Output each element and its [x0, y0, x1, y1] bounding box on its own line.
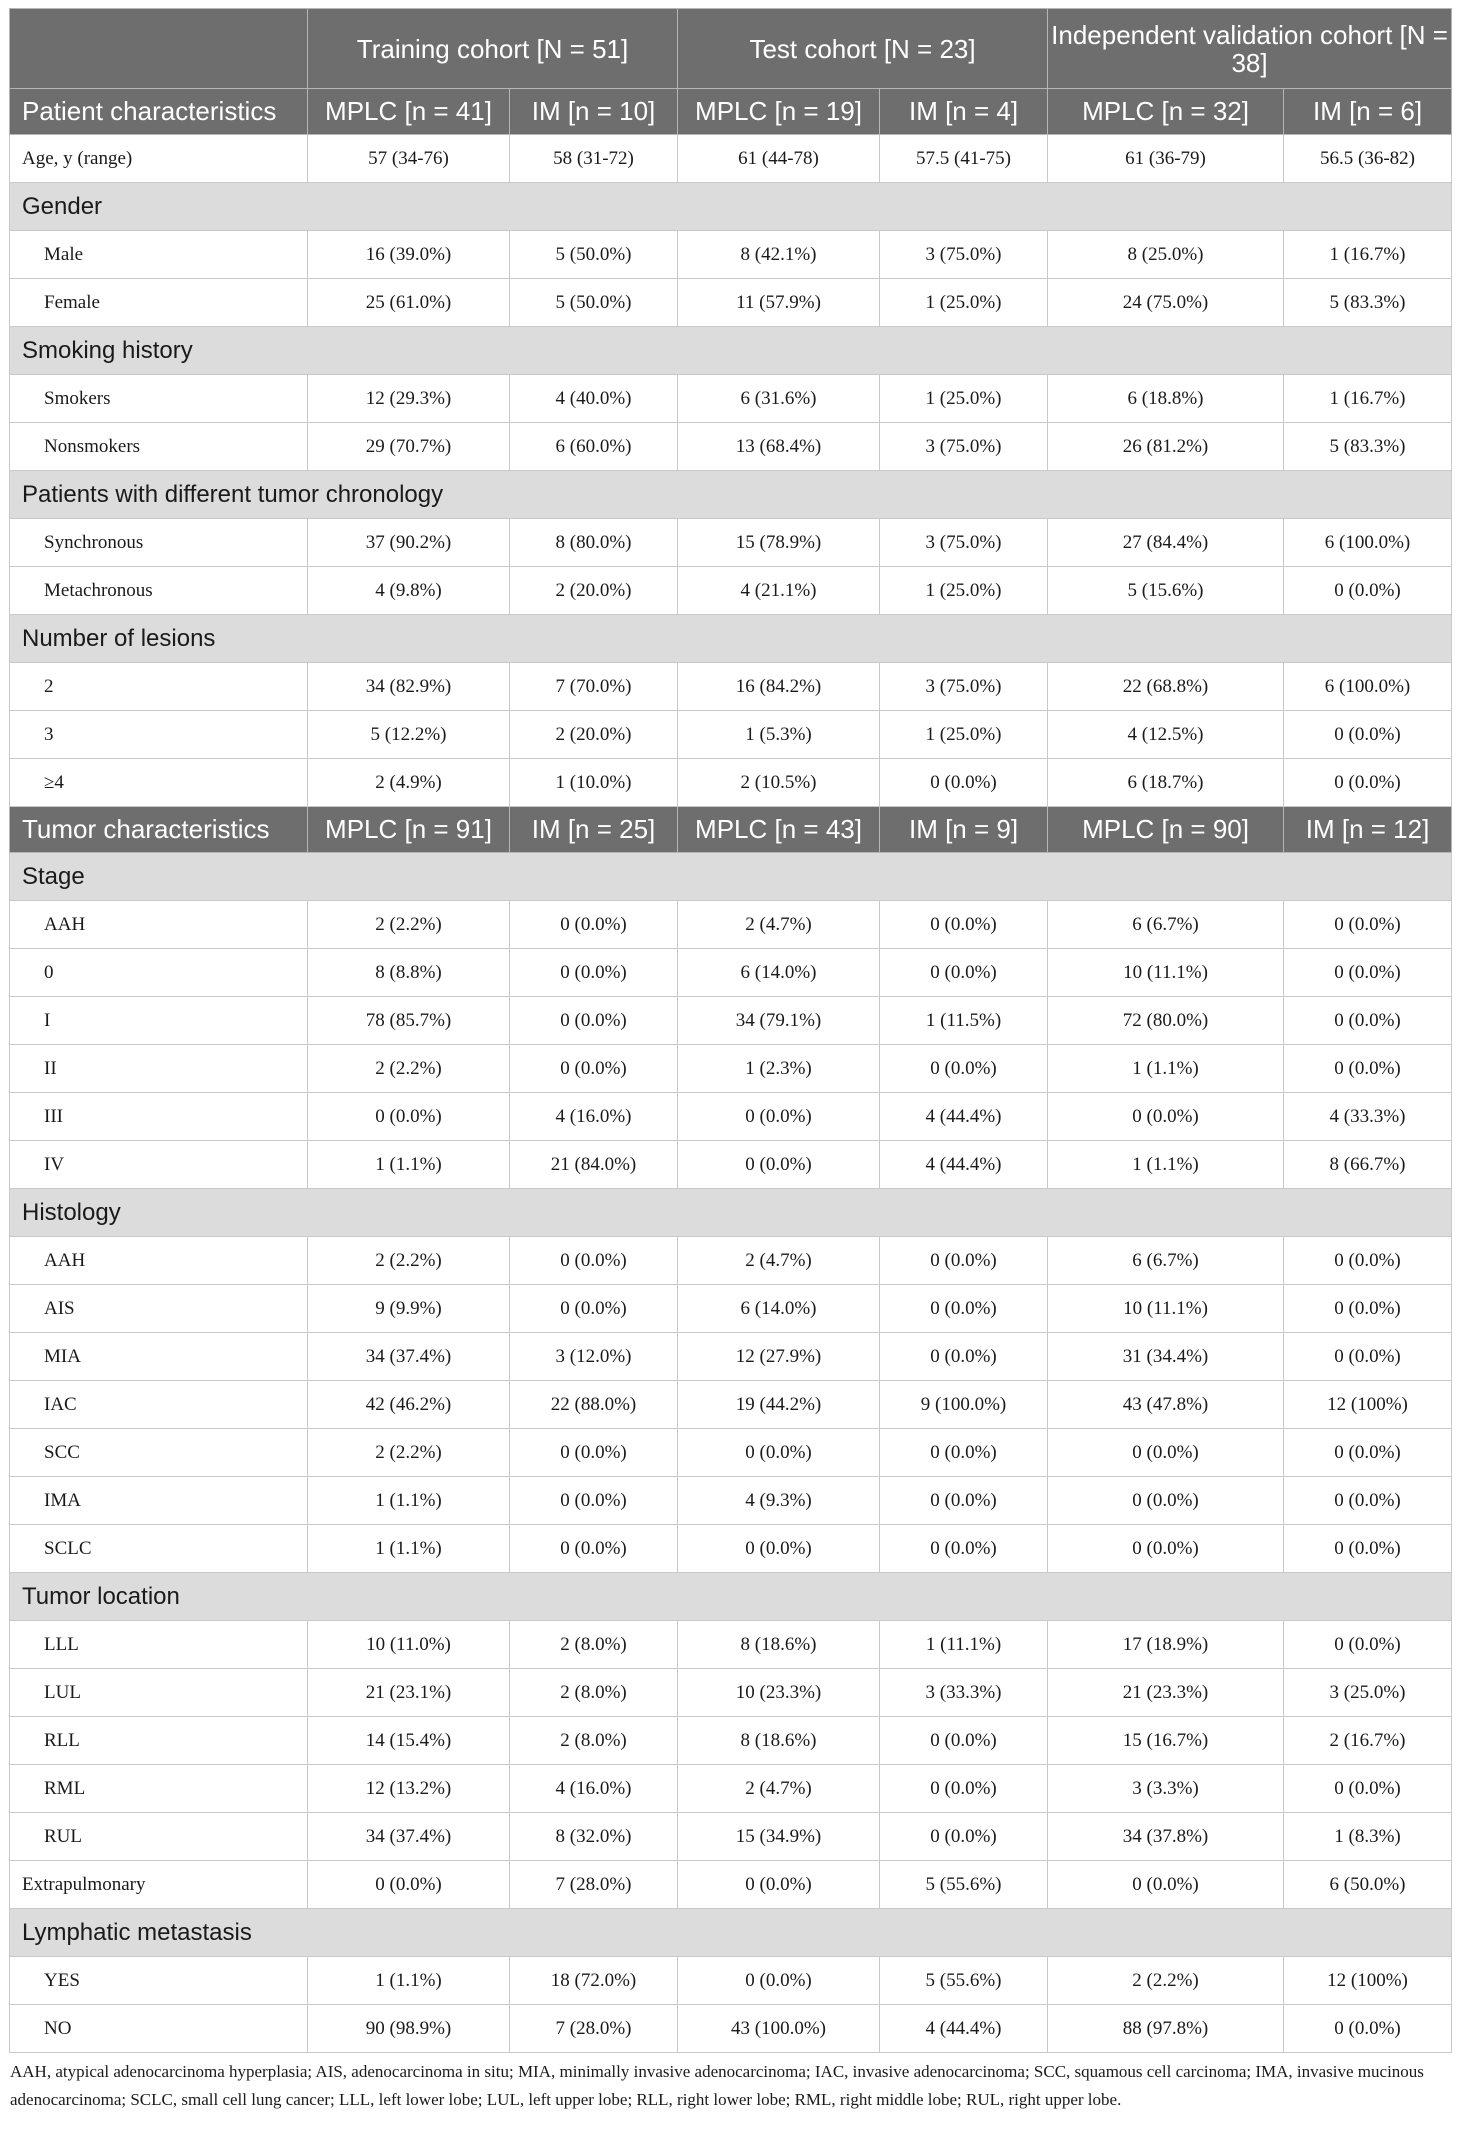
table-cell: 0 (0.0%) — [510, 1477, 678, 1525]
table-cell: 0 (0.0%) — [510, 1429, 678, 1477]
table-cell: 8 (18.6%) — [678, 1717, 880, 1765]
table-row — [10, 1765, 1452, 1813]
table-cell: 0 (0.0%) — [880, 759, 1048, 807]
table-cell: 2 (4.7%) — [678, 901, 880, 949]
column-header: IM [n = 6] — [1284, 89, 1452, 135]
table-cell: 5 (55.6%) — [880, 1957, 1048, 2005]
table-row — [10, 1477, 1452, 1525]
table-cell: 0 (0.0%) — [880, 1477, 1048, 1525]
table-cell: 43 (47.8%) — [1048, 1381, 1284, 1429]
table-cell: 3 (75.0%) — [880, 231, 1048, 279]
column-header: IM [n = 25] — [510, 807, 678, 853]
table-cell: 0 (0.0%) — [1048, 1861, 1284, 1909]
table-cell: 10 (11.1%) — [1048, 1285, 1284, 1333]
table-cell: 0 (0.0%) — [510, 1525, 678, 1573]
table-cell: 0 (0.0%) — [1284, 949, 1452, 997]
row-label: LUL — [10, 1669, 308, 1717]
column-header: MPLC [n = 19] — [678, 89, 880, 135]
table-cell: 8 (8.8%) — [308, 949, 510, 997]
table-cell: 2 (8.0%) — [510, 1717, 678, 1765]
table-row — [10, 711, 1452, 759]
table-cell: 9 (9.9%) — [308, 1285, 510, 1333]
row-label: Metachronous — [10, 567, 308, 615]
row-label: NO — [10, 2005, 308, 2053]
table-cell: 1 (1.1%) — [1048, 1045, 1284, 1093]
table-row — [10, 1237, 1452, 1285]
table-cell: 21 (23.1%) — [308, 1669, 510, 1717]
table-row — [10, 1957, 1452, 2005]
table-cell: 11 (57.9%) — [678, 279, 880, 327]
table-row — [10, 423, 1452, 471]
table-row — [10, 1621, 1452, 1669]
table-cell: 0 (0.0%) — [510, 1285, 678, 1333]
table-row — [10, 1717, 1452, 1765]
row-label: RML — [10, 1765, 308, 1813]
table-cell: 0 (0.0%) — [880, 1525, 1048, 1573]
table-cell: 7 (70.0%) — [510, 663, 678, 711]
column-header: MPLC [n = 43] — [678, 807, 880, 853]
table-cell: 0 (0.0%) — [1048, 1525, 1284, 1573]
table-cell: 1 (25.0%) — [880, 711, 1048, 759]
table-cell: 10 (23.3%) — [678, 1669, 880, 1717]
row-label: IMA — [10, 1477, 308, 1525]
table-cell: 3 (33.3%) — [880, 1669, 1048, 1717]
table-cell: 3 (75.0%) — [880, 663, 1048, 711]
table-cell: 3 (75.0%) — [880, 519, 1048, 567]
section-header-row — [10, 615, 1452, 663]
table-cell: 17 (18.9%) — [1048, 1621, 1284, 1669]
row-label: 2 — [10, 663, 308, 711]
section-header-row — [10, 1189, 1452, 1237]
table-cell: 6 (100.0%) — [1284, 663, 1452, 711]
table-cell: 34 (79.1%) — [678, 997, 880, 1045]
table-cell: 6 (6.7%) — [1048, 901, 1284, 949]
table-cell: 8 (18.6%) — [678, 1621, 880, 1669]
table-row — [10, 1381, 1452, 1429]
table-cell: 6 (18.8%) — [1048, 375, 1284, 423]
table-cell: 1 (1.1%) — [308, 1957, 510, 2005]
table-row — [10, 997, 1452, 1045]
table-cell: 78 (85.7%) — [308, 997, 510, 1045]
table-cell: 34 (37.4%) — [308, 1813, 510, 1861]
cohort-header-row — [10, 9, 1452, 89]
column-header: IM [n = 10] — [510, 89, 678, 135]
table-cell: 6 (6.7%) — [1048, 1237, 1284, 1285]
section-title: Smoking history — [10, 327, 1452, 375]
section-title: Lymphatic metastasis — [10, 1909, 1452, 1957]
table-row — [10, 231, 1452, 279]
table-cell: 8 (66.7%) — [1284, 1141, 1452, 1189]
row-label: LLL — [10, 1621, 308, 1669]
table-footnote: AAH, atypical adenocarcinoma hyperplasia; AIS, adenocarcinoma in situ; MIA, minimally invasive adenocarcinoma; IAC, invasive adenocarcinoma; SCC, squamous cell carcinoma; IMA, invasive mucinous adenocarcinoma; SCLC, small cell lung cancer; LLL, left lower lobe; LUL, left upper lobe; RLL, right lower lobe; RML, right middle lobe; RUL, right upper lobe. — [10, 2062, 1424, 2109]
row-label: Male — [10, 231, 308, 279]
table-cell: 0 (0.0%) — [1284, 1477, 1452, 1525]
table-cell: 15 (78.9%) — [678, 519, 880, 567]
row-label: II — [10, 1045, 308, 1093]
table-cell: 57 (34-76) — [308, 135, 510, 183]
table-cell: 1 (10.0%) — [510, 759, 678, 807]
cohort-header-test: Test cohort [N = 23] — [678, 9, 1048, 89]
table-cell: 0 (0.0%) — [1284, 1429, 1452, 1477]
table-cell: 0 (0.0%) — [510, 901, 678, 949]
table-cell: 0 (0.0%) — [880, 1045, 1048, 1093]
table-cell: 1 (2.3%) — [678, 1045, 880, 1093]
table-cell: 0 (0.0%) — [1048, 1477, 1284, 1525]
column-header: MPLC [n = 32] — [1048, 89, 1284, 135]
table-cell: 12 (100%) — [1284, 1381, 1452, 1429]
table-cell: 5 (83.3%) — [1284, 279, 1452, 327]
table-row — [10, 1333, 1452, 1381]
table-cell: 0 (0.0%) — [1284, 1525, 1452, 1573]
characteristics-table — [9, 8, 1452, 2053]
table-cell: 0 (0.0%) — [880, 1717, 1048, 1765]
section-header-row — [10, 327, 1452, 375]
row-label: Female — [10, 279, 308, 327]
table-container — [9, 8, 1451, 2114]
table-cell: 4 (44.4%) — [880, 1141, 1048, 1189]
table-cell: 29 (70.7%) — [308, 423, 510, 471]
table-cell: 27 (84.4%) — [1048, 519, 1284, 567]
table-cell: 2 (2.2%) — [1048, 1957, 1284, 2005]
row-label: MIA — [10, 1333, 308, 1381]
table-cell: 8 (32.0%) — [510, 1813, 678, 1861]
table-cell: 0 (0.0%) — [880, 1285, 1048, 1333]
table-cell: 31 (34.4%) — [1048, 1333, 1284, 1381]
table-cell: 4 (16.0%) — [510, 1765, 678, 1813]
table-cell: 2 (4.7%) — [678, 1237, 880, 1285]
table-cell: 1 (16.7%) — [1284, 231, 1452, 279]
table-row — [10, 1813, 1452, 1861]
table-cell: 0 (0.0%) — [880, 901, 1048, 949]
table-cell: 8 (42.1%) — [678, 231, 880, 279]
table-cell: 0 (0.0%) — [510, 1045, 678, 1093]
table-cell: 7 (28.0%) — [510, 1861, 678, 1909]
table-cell: 21 (84.0%) — [510, 1141, 678, 1189]
table-cell: 2 (2.2%) — [308, 901, 510, 949]
table-cell: 8 (25.0%) — [1048, 231, 1284, 279]
table-cell: 4 (9.3%) — [678, 1477, 880, 1525]
section-header-row — [10, 1909, 1452, 1957]
table-cell: 6 (50.0%) — [1284, 1861, 1452, 1909]
table-cell: 0 (0.0%) — [678, 1093, 880, 1141]
table-cell: 24 (75.0%) — [1048, 279, 1284, 327]
table-cell: 0 (0.0%) — [1284, 711, 1452, 759]
section-title: Histology — [10, 1189, 1452, 1237]
table-cell: 12 (27.9%) — [678, 1333, 880, 1381]
table-cell: 0 (0.0%) — [1284, 1621, 1452, 1669]
table-cell: 26 (81.2%) — [1048, 423, 1284, 471]
table-cell: 18 (72.0%) — [510, 1957, 678, 2005]
table-cell: 0 (0.0%) — [1284, 1045, 1452, 1093]
row-label: Synchronous — [10, 519, 308, 567]
table-row — [10, 1045, 1452, 1093]
section-title: Number of lesions — [10, 615, 1452, 663]
table-cell: 0 (0.0%) — [1284, 1237, 1452, 1285]
table-cell: 0 (0.0%) — [1284, 1765, 1452, 1813]
table-cell: 15 (16.7%) — [1048, 1717, 1284, 1765]
table-cell: 4 (44.4%) — [880, 2005, 1048, 2053]
table-cell: 7 (28.0%) — [510, 2005, 678, 2053]
table-cell: 25 (61.0%) — [308, 279, 510, 327]
table-cell: 1 (25.0%) — [880, 567, 1048, 615]
table-cell: 5 (83.3%) — [1284, 423, 1452, 471]
row-label: 3 — [10, 711, 308, 759]
table-row — [10, 663, 1452, 711]
table-cell: 1 (1.1%) — [308, 1141, 510, 1189]
table-row — [10, 1141, 1452, 1189]
row-label: SCC — [10, 1429, 308, 1477]
table-cell: 8 (80.0%) — [510, 519, 678, 567]
table-row — [10, 1669, 1452, 1717]
row-label: IAC — [10, 1381, 308, 1429]
table-cell: 2 (8.0%) — [510, 1669, 678, 1717]
patient-characteristics-header-row — [10, 89, 1452, 135]
row-label: Extrapulmonary — [10, 1861, 308, 1909]
table-cell: 1 (25.0%) — [880, 375, 1048, 423]
column-header: IM [n = 4] — [880, 89, 1048, 135]
section-header-row — [10, 183, 1452, 231]
header-label: Patient characteristics — [10, 89, 308, 135]
row-label: AIS — [10, 1285, 308, 1333]
header-blank-cell — [10, 9, 308, 89]
table-cell: 61 (36-79) — [1048, 135, 1284, 183]
section-header-row — [10, 1573, 1452, 1621]
table-cell: 0 (0.0%) — [880, 1765, 1048, 1813]
section-header-row — [10, 471, 1452, 519]
table-row — [10, 949, 1452, 997]
table-cell: 1 (11.1%) — [880, 1621, 1048, 1669]
table-cell: 19 (44.2%) — [678, 1381, 880, 1429]
column-header: MPLC [n = 41] — [308, 89, 510, 135]
table-cell: 2 (4.7%) — [678, 1765, 880, 1813]
table-cell: 3 (3.3%) — [1048, 1765, 1284, 1813]
table-row — [10, 519, 1452, 567]
table-cell: 34 (37.8%) — [1048, 1813, 1284, 1861]
row-label: Age, y (range) — [10, 135, 308, 183]
table-row — [10, 135, 1452, 183]
table-cell: 6 (100.0%) — [1284, 519, 1452, 567]
table-cell: 5 (50.0%) — [510, 279, 678, 327]
table-cell: 0 (0.0%) — [880, 1429, 1048, 1477]
table-cell: 4 (44.4%) — [880, 1093, 1048, 1141]
column-header: MPLC [n = 91] — [308, 807, 510, 853]
table-cell: 2 (4.9%) — [308, 759, 510, 807]
row-label: AAH — [10, 1237, 308, 1285]
table-cell: 3 (25.0%) — [1284, 1669, 1452, 1717]
table-cell: 0 (0.0%) — [678, 1141, 880, 1189]
table-cell: 2 (2.2%) — [308, 1237, 510, 1285]
table-row — [10, 1429, 1452, 1477]
column-header: IM [n = 12] — [1284, 807, 1452, 853]
table-cell: 57.5 (41-75) — [880, 135, 1048, 183]
section-title: Gender — [10, 183, 1452, 231]
section-title: Stage — [10, 853, 1452, 901]
table-cell: 0 (0.0%) — [880, 949, 1048, 997]
table-cell: 72 (80.0%) — [1048, 997, 1284, 1045]
table-cell: 2 (2.2%) — [308, 1045, 510, 1093]
cohort-header-validation: Independent validation cohort [N = 38] — [1048, 9, 1452, 89]
table-cell: 6 (31.6%) — [678, 375, 880, 423]
table-cell: 10 (11.0%) — [308, 1621, 510, 1669]
table-cell: 0 (0.0%) — [880, 1237, 1048, 1285]
table-row — [10, 567, 1452, 615]
table-cell: 0 (0.0%) — [510, 997, 678, 1045]
table-cell: 3 (12.0%) — [510, 1333, 678, 1381]
row-label: III — [10, 1093, 308, 1141]
table-row — [10, 279, 1452, 327]
table-cell: 12 (13.2%) — [308, 1765, 510, 1813]
table-cell: 0 (0.0%) — [880, 1333, 1048, 1381]
table-cell: 22 (88.0%) — [510, 1381, 678, 1429]
table-cell: 9 (100.0%) — [880, 1381, 1048, 1429]
table-row — [10, 1525, 1452, 1573]
table-cell: 12 (100%) — [1284, 1957, 1452, 2005]
row-label: RLL — [10, 1717, 308, 1765]
table-cell: 4 (33.3%) — [1284, 1093, 1452, 1141]
table-cell: 16 (39.0%) — [308, 231, 510, 279]
table-row — [10, 375, 1452, 423]
table-cell: 22 (68.8%) — [1048, 663, 1284, 711]
column-header: IM [n = 9] — [880, 807, 1048, 853]
table-cell: 13 (68.4%) — [678, 423, 880, 471]
table-cell: 1 (1.1%) — [1048, 1141, 1284, 1189]
table-row — [10, 2005, 1452, 2053]
section-title: Patients with different tumor chronology — [10, 471, 1452, 519]
table-cell: 6 (14.0%) — [678, 949, 880, 997]
table-cell: 0 (0.0%) — [1048, 1429, 1284, 1477]
table-cell: 0 (0.0%) — [308, 1861, 510, 1909]
table-cell: 0 (0.0%) — [1284, 997, 1452, 1045]
table-cell: 2 (8.0%) — [510, 1621, 678, 1669]
table-row — [10, 901, 1452, 949]
table-cell: 1 (1.1%) — [308, 1477, 510, 1525]
table-cell: 1 (1.1%) — [308, 1525, 510, 1573]
table-cell: 6 (18.7%) — [1048, 759, 1284, 807]
table-cell: 37 (90.2%) — [308, 519, 510, 567]
table-row — [10, 1285, 1452, 1333]
table-cell: 2 (20.0%) — [510, 567, 678, 615]
table-cell: 3 (75.0%) — [880, 423, 1048, 471]
row-label: ≥4 — [10, 759, 308, 807]
table-row — [10, 1861, 1452, 1909]
table-cell: 10 (11.1%) — [1048, 949, 1284, 997]
table-cell: 15 (34.9%) — [678, 1813, 880, 1861]
row-label: Smokers — [10, 375, 308, 423]
row-label: Nonsmokers — [10, 423, 308, 471]
table-cell: 21 (23.3%) — [1048, 1669, 1284, 1717]
table-cell: 0 (0.0%) — [678, 1525, 880, 1573]
header-label: Tumor characteristics — [10, 807, 308, 853]
table-cell: 43 (100.0%) — [678, 2005, 880, 2053]
tumor-characteristics-header-row — [10, 807, 1452, 853]
row-label: AAH — [10, 901, 308, 949]
table-cell: 90 (98.9%) — [308, 2005, 510, 2053]
table-cell: 1 (25.0%) — [880, 279, 1048, 327]
column-header: MPLC [n = 90] — [1048, 807, 1284, 853]
section-title: Tumor location — [10, 1573, 1452, 1621]
table-cell: 2 (20.0%) — [510, 711, 678, 759]
table-cell: 34 (37.4%) — [308, 1333, 510, 1381]
table-cell: 0 (0.0%) — [678, 1861, 880, 1909]
table-cell: 5 (12.2%) — [308, 711, 510, 759]
table-cell: 0 (0.0%) — [1284, 759, 1452, 807]
table-cell: 16 (84.2%) — [678, 663, 880, 711]
table-cell: 0 (0.0%) — [1284, 2005, 1452, 2053]
table-cell: 6 (60.0%) — [510, 423, 678, 471]
row-label: YES — [10, 1957, 308, 2005]
table-cell: 2 (16.7%) — [1284, 1717, 1452, 1765]
table-row — [10, 1093, 1452, 1141]
row-label: I — [10, 997, 308, 1045]
cohort-header-training: Training cohort [N = 51] — [308, 9, 678, 89]
table-cell: 0 (0.0%) — [1284, 1333, 1452, 1381]
table-cell: 88 (97.8%) — [1048, 2005, 1284, 2053]
table-row — [10, 759, 1452, 807]
table-cell: 0 (0.0%) — [678, 1957, 880, 2005]
table-cell: 56.5 (36-82) — [1284, 135, 1452, 183]
table-cell: 0 (0.0%) — [510, 949, 678, 997]
table-cell: 0 (0.0%) — [1284, 901, 1452, 949]
table-cell: 1 (16.7%) — [1284, 375, 1452, 423]
table-cell: 0 (0.0%) — [1284, 1285, 1452, 1333]
row-label: RUL — [10, 1813, 308, 1861]
table-cell: 42 (46.2%) — [308, 1381, 510, 1429]
table-cell: 5 (15.6%) — [1048, 567, 1284, 615]
table-cell: 1 (5.3%) — [678, 711, 880, 759]
table-cell: 14 (15.4%) — [308, 1717, 510, 1765]
table-cell: 2 (2.2%) — [308, 1429, 510, 1477]
table-cell: 4 (40.0%) — [510, 375, 678, 423]
row-label: 0 — [10, 949, 308, 997]
table-cell: 0 (0.0%) — [880, 1813, 1048, 1861]
table-cell: 58 (31-72) — [510, 135, 678, 183]
table-cell: 1 (11.5%) — [880, 997, 1048, 1045]
table-cell: 4 (9.8%) — [308, 567, 510, 615]
row-label: IV — [10, 1141, 308, 1189]
table-cell: 0 (0.0%) — [510, 1237, 678, 1285]
table-cell: 6 (14.0%) — [678, 1285, 880, 1333]
table-cell: 4 (16.0%) — [510, 1093, 678, 1141]
table-cell: 4 (12.5%) — [1048, 711, 1284, 759]
table-cell: 2 (10.5%) — [678, 759, 880, 807]
table-cell: 1 (8.3%) — [1284, 1813, 1452, 1861]
section-header-row — [10, 853, 1452, 901]
table-cell: 0 (0.0%) — [678, 1429, 880, 1477]
table-cell: 0 (0.0%) — [1048, 1093, 1284, 1141]
table-cell: 0 (0.0%) — [308, 1093, 510, 1141]
table-cell: 0 (0.0%) — [1284, 567, 1452, 615]
row-label: SCLC — [10, 1525, 308, 1573]
table-cell: 5 (55.6%) — [880, 1861, 1048, 1909]
table-cell: 61 (44-78) — [678, 135, 880, 183]
table-cell: 34 (82.9%) — [308, 663, 510, 711]
table-cell: 12 (29.3%) — [308, 375, 510, 423]
table-cell: 5 (50.0%) — [510, 231, 678, 279]
table-cell: 4 (21.1%) — [678, 567, 880, 615]
